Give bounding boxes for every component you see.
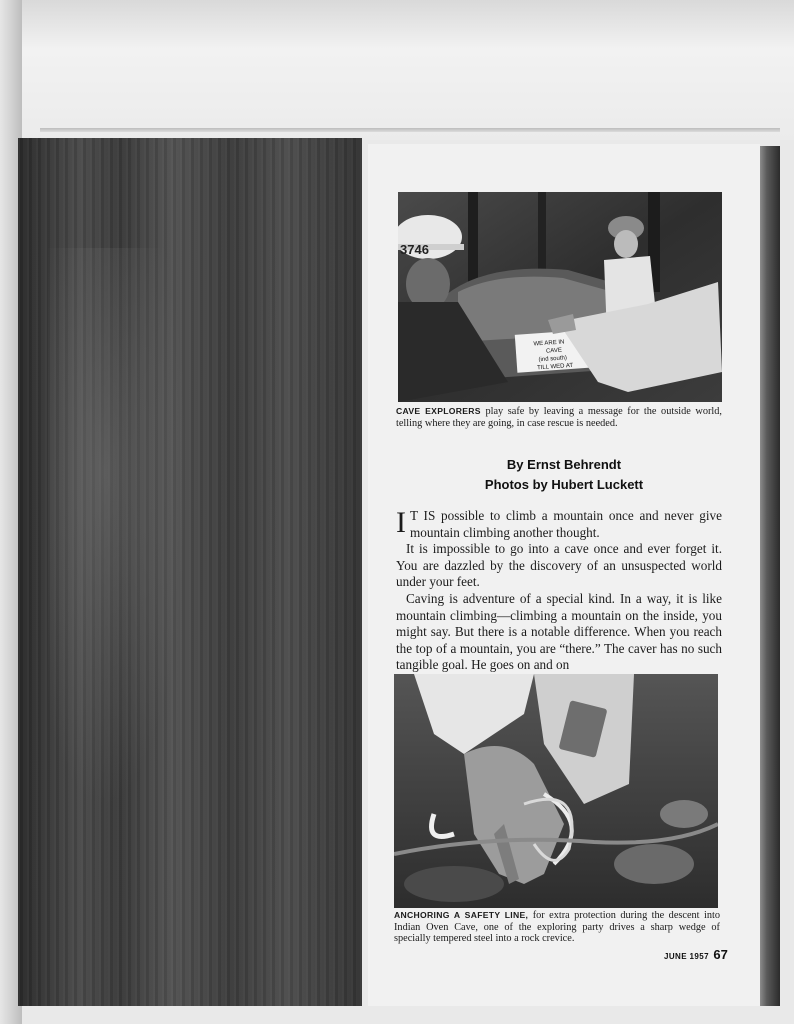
helmet-number: 3746 [400,242,429,257]
page-fold-line [40,128,780,132]
left-facing-page-dark [18,138,362,1006]
folio-page-number: 67 [713,947,728,962]
folio-date: JUNE 1957 [664,952,709,961]
photo-anchoring-caption [394,910,720,945]
photo-cave-explorers-image [398,192,722,402]
caption-text: for extra protection during the descent into Indian Oven Cave, one of the exploring party drives a sharp wedge of specially tempered steel into a rock crevice. [394,910,721,944]
note-line-2: CAVE [545,347,563,355]
drop-cap: I [396,506,406,539]
paragraph-1 [396,508,722,541]
article-body [396,508,722,674]
note-line-3: (ind south) [538,355,568,364]
paragraph-1-text: T IS possible to climb a mountain once and never give mountain climbing another thought. [410,508,722,540]
photo-cave-explorers-caption [396,406,722,429]
caption-text: play safe by leaving a message for the outside world, telling where they are going, in case rescue is needed. [396,406,722,429]
paragraph-3: Caving is adventure of a special kind. In a way, it is like mountain climbing—climbing a mountain on the inside, you might say. But there is a notable difference. When you reach the top of a mountain, you are “there.” The caver has no such tangible goal. He goes on and on [396,590,722,673]
scan-top-margin [0,0,794,140]
scan-right-edge [758,146,780,1006]
photo-anchoring-safety-line [394,674,718,908]
caption-lead: ANCHORING A SAFETY LINE, [394,910,529,920]
page-folio [664,946,728,964]
photo-anchoring-image [394,674,718,908]
caption-lead: CAVE EXPLORERS [396,406,481,416]
photo-cave-explorers [398,192,722,402]
paragraph-2: It is impossible to go into a cave once and ever forget it. You are dazzled by the discovery of an unsuspected world under your feet. [396,541,722,590]
note-line-4: TILL WED AT [536,362,574,372]
note-line-1: WE ARE IN [533,339,565,348]
magazine-page [368,144,760,1006]
byline-author: By Ernst Behrendt [506,457,622,472]
rock-texture [48,248,188,808]
byline-photographer: Photos by Hubert Luckett [484,477,644,492]
